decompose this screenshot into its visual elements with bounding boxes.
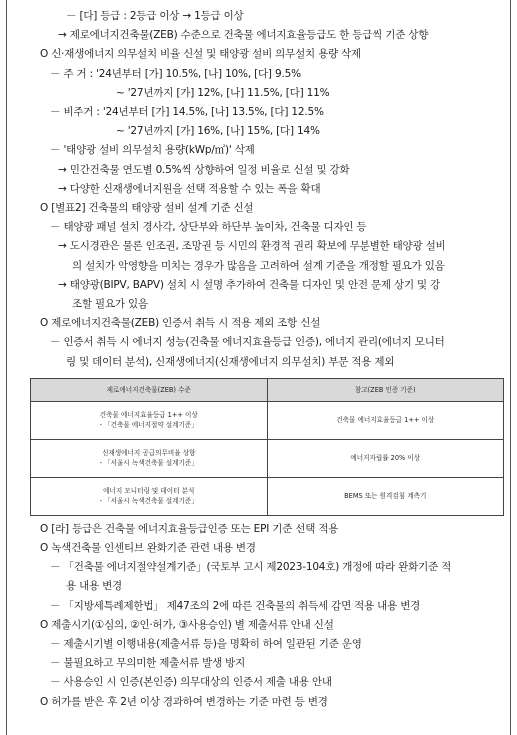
text-line: － 인증서 취득 시 에너지 성능(건축물 에너지효율등급 인증), 에너지 관리(에너지 모니터	[50, 336, 445, 349]
text-line: － [다] 등급 : 2등급 이상 → 1등급 이상	[66, 10, 244, 22]
table-header-cell: 참고(ZEB 인증 기준)	[267, 378, 504, 401]
zeb-table-wrapper	[30, 378, 504, 516]
text-line: 조할 필요가 있음	[72, 298, 148, 311]
text-line: O 제출시기(①심의, ②인·허가, ③사용승인) 별 제출서류 안내 신설	[40, 618, 334, 631]
table-cell: 건축물 에너지효율등급 1++ 이상 - 「건축물 에너지절약 설계기준」	[31, 401, 268, 439]
text-line: → 도시경관은 물론 인조권, 조망권 등 시민의 환경적 권리 확보에 무분별한 태양광 설비	[58, 240, 446, 253]
text-line: O [라] 등급은 건축물 에너지효율등급인증 또는 EPI 기준 선택 적용	[40, 522, 339, 535]
text-line: ~ '27년까지 [가] 16%, [나] 15%, [다] 14%	[116, 125, 320, 138]
text-line: － 사용승인 시 인증(본인증) 의무대상의 인증서 제출 내용 안내	[50, 676, 332, 689]
text-line: → 제로에너지건축물(ZEB) 수준으로 건축물 에너지효율등급도 한 등급씩 기준 상향	[58, 29, 429, 42]
table-cell: 에너지자립률 20% 이상	[267, 439, 504, 477]
table-row	[31, 439, 504, 477]
text-line: O 녹색건축물 인센티브 완화기준 관련 내용 변경	[40, 542, 256, 555]
text-line: － 불필요하고 무의미한 제출서류 발생 방지	[50, 657, 246, 670]
table-cell: 건축물 에너지효율등급 1++ 이상	[267, 401, 504, 439]
text-line: O 허가를 받은 후 2년 이상 경과하여 변경하는 기준 마련 등 변경	[40, 695, 328, 708]
table-cell: 신재생에너지 공급의무비율 상향 - 「서울시 녹색건축물 설계기준」	[31, 439, 268, 477]
text-line: ~ '27년까지 [가] 12%, [나] 11.5%, [다] 11%	[116, 86, 330, 99]
text-line: － 제출시기별 이행내용(제출서류 등)을 명확히 하여 일관된 기준 운영	[50, 638, 362, 651]
table-cell: 에너지 모니터링 및 데이터 분석 - 「서울시 녹색건축물 설계기준」	[31, 477, 268, 515]
text-line: 의 설치가 악영향을 미치는 경우가 많음을 고려하여 설계 기준을 개정할 필요가 있음	[72, 259, 445, 272]
page-border-left	[6, 0, 7, 735]
text-line: → 태양광(BIPV, BAPV) 설치 시 설명 추가하여 건축물 디자인 및 안전 문제 상기 및 강	[58, 278, 441, 291]
text-line: － 「지방세특례제한법」 제47조의 2에 따른 건축물의 취득세 감면 적용 내용 변경	[50, 599, 421, 612]
text-line: → 민간건축물 연도별 0.5%씩 상향하여 일정 비율로 신설 및 강화	[58, 163, 350, 176]
text-line: － 태양광 패널 설치 경사각, 상단부와 하단부 높이차, 건축물 디자인 등	[50, 221, 367, 234]
document-body	[30, 7, 504, 712]
text-line: 링 및 데이터 분석), 신재생에너지(신재생에너지 의무설치) 부문 적용 제외	[66, 355, 395, 368]
text-line: － '태양광 설비 의무설치 용량(kWp/㎡)' 삭제	[50, 144, 255, 157]
text-line: O 신·재생에너지 의무설치 비율 신설 및 태양광 설비 의무설치 용량 삭제	[40, 48, 361, 61]
table-row	[31, 401, 504, 439]
text-line: → 다양한 신재생에너지원을 선택 적용할 수 있는 폭을 확대	[58, 182, 321, 195]
table-header-cell: 제로에너지건축물(ZEB) 수준	[31, 378, 268, 401]
text-line: － 「건축물 에너지절약설계기준」(국토부 고시 제2023-104호) 개정에 따라 완화기준 적	[50, 561, 452, 574]
page-border-right	[510, 0, 511, 735]
text-line: O 제로에너지건축물(ZEB) 인증서 취득 시 적용 제외 조항 신설	[40, 317, 321, 330]
text-line: 용 내용 변경	[66, 580, 122, 593]
table-cell: BEMS 또는 원격검침 계측기	[267, 477, 504, 515]
table-row	[31, 477, 504, 515]
text-line: － 주 거 : '24년부터 [가] 10.5%, [나] 10%, [다] 9.5%	[50, 67, 301, 80]
table-header-row	[31, 378, 504, 401]
zeb-criteria-table	[30, 378, 504, 516]
text-line: － 비주거 : '24년부터 [가] 14.5%, [나] 13.5%, [다] 12.5%	[50, 106, 324, 119]
text-line: O [별표2] 건축물의 태양광 설비 설계 기준 신설	[40, 202, 254, 215]
